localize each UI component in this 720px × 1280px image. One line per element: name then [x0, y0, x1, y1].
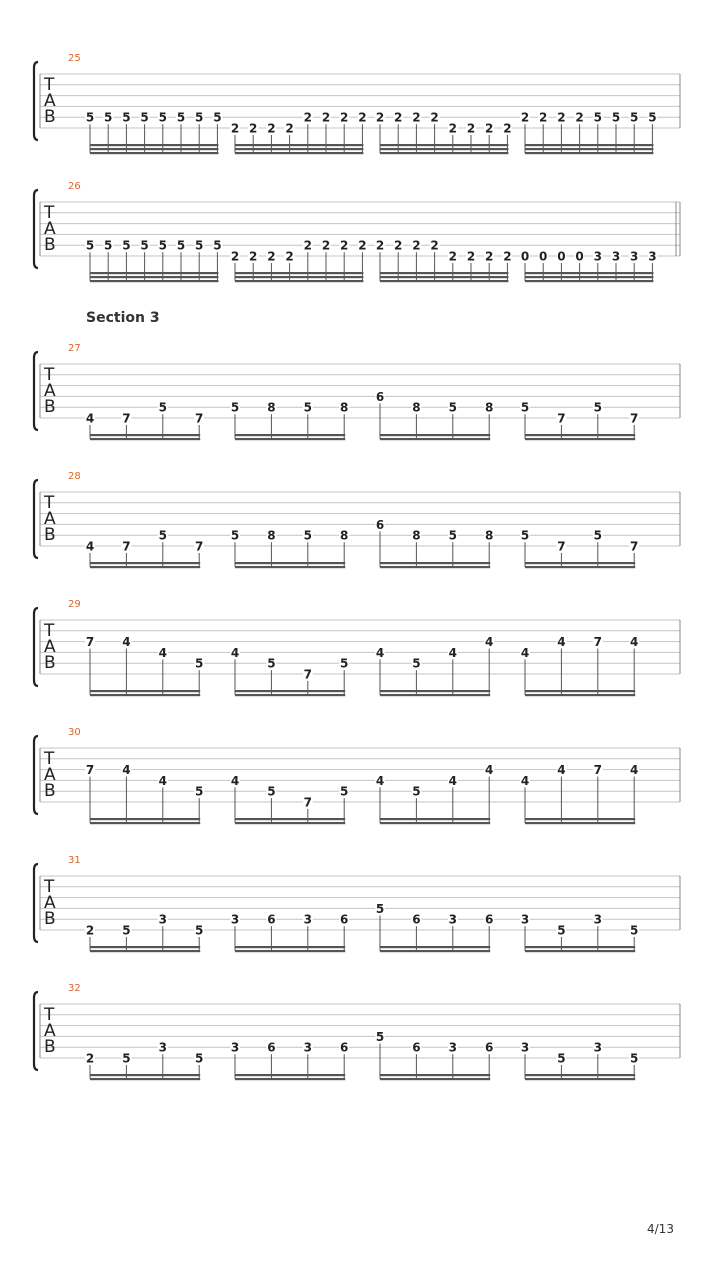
fret-number: 5	[158, 238, 167, 253]
fret-number: 8	[485, 528, 494, 543]
note-beam	[235, 144, 363, 146]
tab-clef-letter: B	[44, 909, 56, 929]
fret-number: 3	[611, 249, 621, 264]
note-beam	[525, 280, 653, 282]
note-beam	[90, 1074, 200, 1076]
system-bracket	[34, 608, 38, 686]
fret-number: 4	[485, 763, 494, 778]
fret-number: 7	[630, 411, 639, 426]
fret-number: 5	[213, 110, 222, 125]
fret-number: 5	[448, 400, 457, 415]
note-beam	[90, 950, 200, 952]
note-beam	[380, 562, 490, 564]
note-beam	[380, 566, 490, 568]
fret-number: 2	[520, 110, 530, 125]
fret-number: 4	[85, 539, 95, 554]
fret-number: 2	[358, 238, 367, 253]
note-beam	[90, 566, 200, 568]
fret-number: 7	[557, 539, 566, 554]
fret-number: 3	[303, 912, 312, 927]
fret-number: 2	[249, 121, 258, 136]
note-beam	[525, 1074, 635, 1076]
fret-number: 5	[630, 923, 639, 938]
tab-clef-letter: T	[44, 877, 55, 897]
note-beam	[380, 434, 490, 436]
fret-number: 4	[557, 763, 566, 778]
note-beam	[235, 946, 345, 948]
fret-number: 2	[503, 121, 512, 136]
tab-clef-letter: A	[44, 91, 56, 111]
fret-number: 5	[140, 110, 149, 125]
note-beam	[380, 822, 490, 824]
tab-clef-letter: T	[44, 1005, 55, 1025]
fret-number: 2	[249, 249, 258, 264]
fret-number: 2	[340, 110, 349, 125]
note-beam	[235, 562, 345, 564]
fret-number: 5	[195, 784, 204, 799]
fret-number: 2	[394, 238, 403, 253]
fret-number: 4	[122, 635, 131, 650]
fret-number: 2	[230, 249, 240, 264]
tab-clef-letter: A	[44, 893, 56, 913]
note-beam	[380, 438, 490, 440]
fret-number: 3	[230, 912, 240, 927]
page-number: 4/13	[647, 1222, 674, 1236]
note-beam	[380, 280, 508, 282]
note-beam	[525, 822, 635, 824]
fret-number: 8	[412, 528, 421, 543]
tab-clef-letter: B	[44, 235, 56, 255]
system-bracket	[34, 62, 38, 140]
note-beam	[525, 566, 635, 568]
system-bracket	[34, 992, 38, 1070]
measure-number: 32	[68, 983, 81, 994]
fret-number: 8	[340, 528, 349, 543]
note-beam	[235, 152, 363, 154]
fret-number: 5	[520, 528, 530, 543]
fret-number: 8	[485, 400, 494, 415]
tab-clef-letter: T	[44, 365, 55, 385]
fret-number: 5	[122, 110, 131, 125]
note-beam	[90, 1078, 200, 1080]
fret-number: 2	[448, 249, 457, 264]
tab-clef-letter: A	[44, 637, 56, 657]
note-beam	[235, 272, 363, 274]
fret-number: 5	[648, 110, 657, 125]
fret-number: 5	[195, 656, 204, 671]
fret-number: 7	[593, 763, 602, 778]
fret-number: 7	[85, 635, 95, 650]
note-beam	[380, 950, 490, 952]
fret-number: 5	[412, 656, 421, 671]
fret-number: 3	[648, 249, 657, 264]
fret-number: 2	[412, 238, 421, 253]
note-beam	[235, 1074, 345, 1076]
tab-clef-letter: T	[44, 203, 55, 223]
fret-number: 3	[448, 912, 457, 927]
fret-number: 5	[85, 238, 95, 253]
note-beam	[235, 280, 363, 282]
fret-number: 5	[593, 400, 602, 415]
fret-number: 2	[503, 249, 512, 264]
fret-number: 5	[593, 110, 602, 125]
fret-number: 4	[230, 773, 240, 788]
note-beam	[525, 152, 653, 154]
note-beam	[90, 822, 200, 824]
fret-number: 2	[285, 249, 294, 264]
fret-number: 5	[630, 110, 639, 125]
note-beam	[90, 152, 218, 154]
fret-number: 5	[176, 110, 186, 125]
note-beam	[90, 434, 200, 436]
fret-number: 2	[85, 923, 95, 938]
fret-number: 5	[195, 110, 204, 125]
fret-number: 7	[593, 635, 602, 650]
fret-number: 4	[520, 645, 530, 660]
fret-number: 5	[122, 238, 131, 253]
fret-number: 5	[557, 1051, 566, 1066]
tab-clef-letter: A	[44, 1021, 56, 1041]
fret-number: 2	[375, 238, 385, 253]
note-beam	[525, 1078, 635, 1080]
fret-number: 2	[285, 121, 294, 136]
note-beam	[525, 562, 635, 564]
note-beam	[235, 822, 345, 824]
note-beam	[235, 690, 345, 692]
fret-number: 0	[575, 249, 584, 264]
note-beam	[90, 946, 200, 948]
note-beam	[235, 276, 363, 278]
note-beam	[90, 694, 200, 696]
note-beam	[90, 144, 218, 146]
measure-number: 28	[68, 471, 81, 482]
system-bracket	[34, 736, 38, 814]
fret-number: 0	[539, 249, 548, 264]
fret-number: 5	[267, 784, 276, 799]
fret-number: 6	[340, 1040, 349, 1055]
fret-number: 5	[630, 1051, 639, 1066]
fret-number: 4	[448, 773, 457, 788]
measure-number: 30	[68, 727, 81, 738]
fret-number: 5	[340, 784, 349, 799]
note-beam	[380, 276, 508, 278]
fret-number: 5	[122, 1051, 131, 1066]
fret-number: 5	[303, 528, 312, 543]
fret-number: 5	[104, 238, 113, 253]
tab-clef-letter: T	[44, 75, 55, 95]
fret-number: 5	[213, 238, 222, 253]
note-beam	[380, 144, 508, 146]
note-beam	[235, 818, 345, 820]
fret-number: 2	[430, 110, 439, 125]
fret-number: 4	[520, 773, 530, 788]
note-beam	[525, 272, 653, 274]
fret-number: 6	[412, 1040, 421, 1055]
tab-clef-letter: T	[44, 621, 55, 641]
fret-number: 5	[195, 923, 204, 938]
note-beam	[380, 148, 508, 150]
tab-clef-letter: A	[44, 765, 56, 785]
fret-number: 2	[394, 110, 403, 125]
tab-clef-letter: B	[44, 1037, 56, 1057]
fret-number: 2	[485, 249, 494, 264]
fret-number: 6	[375, 389, 385, 404]
fret-number: 2	[358, 110, 367, 125]
fret-number: 5	[611, 110, 621, 125]
note-beam	[90, 690, 200, 692]
note-beam	[235, 148, 363, 150]
fret-number: 5	[593, 528, 602, 543]
fret-number: 4	[630, 635, 639, 650]
fret-number: 7	[195, 539, 204, 554]
system-bracket	[34, 352, 38, 430]
fret-number: 3	[520, 1040, 530, 1055]
tab-clef-letter: B	[44, 525, 56, 545]
fret-number: 2	[303, 110, 312, 125]
fret-number: 0	[557, 249, 566, 264]
fret-number: 7	[85, 763, 95, 778]
fret-number: 5	[375, 1029, 385, 1044]
note-beam	[90, 276, 218, 278]
fret-number: 4	[448, 645, 457, 660]
fret-number: 7	[557, 411, 566, 426]
fret-number: 5	[230, 400, 240, 415]
note-beam	[525, 144, 653, 146]
fret-number: 4	[85, 411, 95, 426]
fret-number: 6	[375, 517, 385, 532]
fret-number: 8	[412, 400, 421, 415]
fret-number: 5	[85, 110, 95, 125]
note-beam	[235, 434, 345, 436]
tab-clef-letter: A	[44, 509, 56, 529]
fret-number: 4	[122, 763, 131, 778]
note-beam	[235, 1078, 345, 1080]
measure-number: 31	[68, 855, 81, 866]
note-beam	[380, 690, 490, 692]
fret-number: 8	[267, 528, 276, 543]
fret-number: 4	[485, 635, 494, 650]
fret-number: 6	[485, 912, 494, 927]
fret-number: 3	[230, 1040, 240, 1055]
note-beam	[380, 152, 508, 154]
tab-clef-letter: T	[44, 749, 55, 769]
fret-number: 6	[412, 912, 421, 927]
fret-number: 7	[303, 667, 312, 682]
fret-number: 5	[448, 528, 457, 543]
fret-number: 3	[448, 1040, 457, 1055]
fret-number: 4	[630, 763, 639, 778]
fret-number: 7	[303, 795, 312, 810]
fret-number: 5	[195, 238, 204, 253]
fret-number: 3	[593, 912, 602, 927]
measure-number: 29	[68, 599, 81, 610]
fret-number: 2	[321, 238, 331, 253]
tab-clef-letter: A	[44, 381, 56, 401]
note-beam	[525, 434, 635, 436]
fret-number: 2	[321, 110, 331, 125]
note-beam	[380, 818, 490, 820]
fret-number: 2	[430, 238, 439, 253]
fret-number: 8	[340, 400, 349, 415]
fret-number: 5	[412, 784, 421, 799]
fret-number: 4	[375, 645, 385, 660]
fret-number: 3	[158, 912, 167, 927]
note-beam	[380, 272, 508, 274]
note-beam	[525, 690, 635, 692]
fret-number: 2	[230, 121, 240, 136]
fret-number: 5	[176, 238, 186, 253]
fret-number: 2	[85, 1051, 95, 1066]
fret-number: 2	[340, 238, 349, 253]
fret-number: 3	[630, 249, 639, 264]
note-beam	[90, 280, 218, 282]
tab-clef-letter: T	[44, 493, 55, 513]
fret-number: 3	[303, 1040, 312, 1055]
fret-number: 2	[303, 238, 312, 253]
fret-number: 3	[593, 1040, 602, 1055]
note-beam	[525, 950, 635, 952]
measure-number: 26	[68, 181, 81, 192]
fret-number: 7	[195, 411, 204, 426]
fret-number: 4	[375, 773, 385, 788]
fret-number: 8	[267, 400, 276, 415]
system-bracket	[34, 864, 38, 942]
fret-number: 2	[466, 249, 476, 264]
section-label: Section 3	[86, 310, 160, 326]
fret-number: 3	[520, 912, 530, 927]
tab-clef-letter: B	[44, 107, 56, 127]
fret-number: 5	[195, 1051, 204, 1066]
system-bracket	[34, 190, 38, 268]
fret-number: 5	[230, 528, 240, 543]
measure-number: 27	[68, 343, 81, 354]
fret-number: 3	[593, 249, 602, 264]
tab-clef-letter: B	[44, 653, 56, 673]
fret-number: 6	[267, 912, 276, 927]
fret-number: 5	[520, 400, 530, 415]
fret-number: 3	[158, 1040, 167, 1055]
fret-number: 2	[267, 249, 276, 264]
fret-number: 2	[485, 121, 494, 136]
fret-number: 5	[104, 110, 113, 125]
note-beam	[525, 148, 653, 150]
note-beam	[235, 566, 345, 568]
fret-number: 6	[267, 1040, 276, 1055]
fret-number: 5	[267, 656, 276, 671]
fret-number: 7	[630, 539, 639, 554]
note-beam	[525, 818, 635, 820]
note-beam	[380, 1078, 490, 1080]
fret-number: 6	[485, 1040, 494, 1055]
fret-number: 4	[557, 635, 566, 650]
note-beam	[380, 694, 490, 696]
fret-number: 6	[340, 912, 349, 927]
tab-clef-letter: B	[44, 781, 56, 801]
note-beam	[90, 272, 218, 274]
note-beam	[90, 818, 200, 820]
fret-number: 2	[466, 121, 476, 136]
fret-number: 5	[158, 110, 167, 125]
fret-number: 7	[122, 411, 131, 426]
fret-number: 4	[230, 645, 240, 660]
fret-number: 5	[303, 400, 312, 415]
tab-clef-letter: A	[44, 219, 56, 239]
fret-number: 2	[448, 121, 457, 136]
note-beam	[525, 946, 635, 948]
tab-clef-letter: B	[44, 397, 56, 417]
note-beam	[235, 438, 345, 440]
fret-number: 2	[557, 110, 566, 125]
fret-number: 5	[375, 901, 385, 916]
fret-number: 4	[158, 773, 167, 788]
note-beam	[90, 562, 200, 564]
note-beam	[235, 950, 345, 952]
note-beam	[90, 438, 200, 440]
note-beam	[380, 1074, 490, 1076]
fret-number: 4	[158, 645, 167, 660]
measure-number: 25	[68, 53, 81, 64]
note-beam	[525, 694, 635, 696]
note-beam	[90, 148, 218, 150]
fret-number: 2	[575, 110, 584, 125]
note-beam	[235, 694, 345, 696]
fret-number: 0	[520, 249, 530, 264]
fret-number: 2	[375, 110, 385, 125]
fret-number: 5	[557, 923, 566, 938]
fret-number: 5	[140, 238, 149, 253]
note-beam	[380, 946, 490, 948]
note-beam	[525, 276, 653, 278]
fret-number: 2	[267, 121, 276, 136]
fret-number: 5	[340, 656, 349, 671]
fret-number: 2	[412, 110, 421, 125]
fret-number: 5	[122, 923, 131, 938]
fret-number: 2	[539, 110, 548, 125]
fret-number: 5	[158, 528, 167, 543]
fret-number: 7	[122, 539, 131, 554]
fret-number: 5	[158, 400, 167, 415]
system-bracket	[34, 480, 38, 558]
note-beam	[525, 438, 635, 440]
